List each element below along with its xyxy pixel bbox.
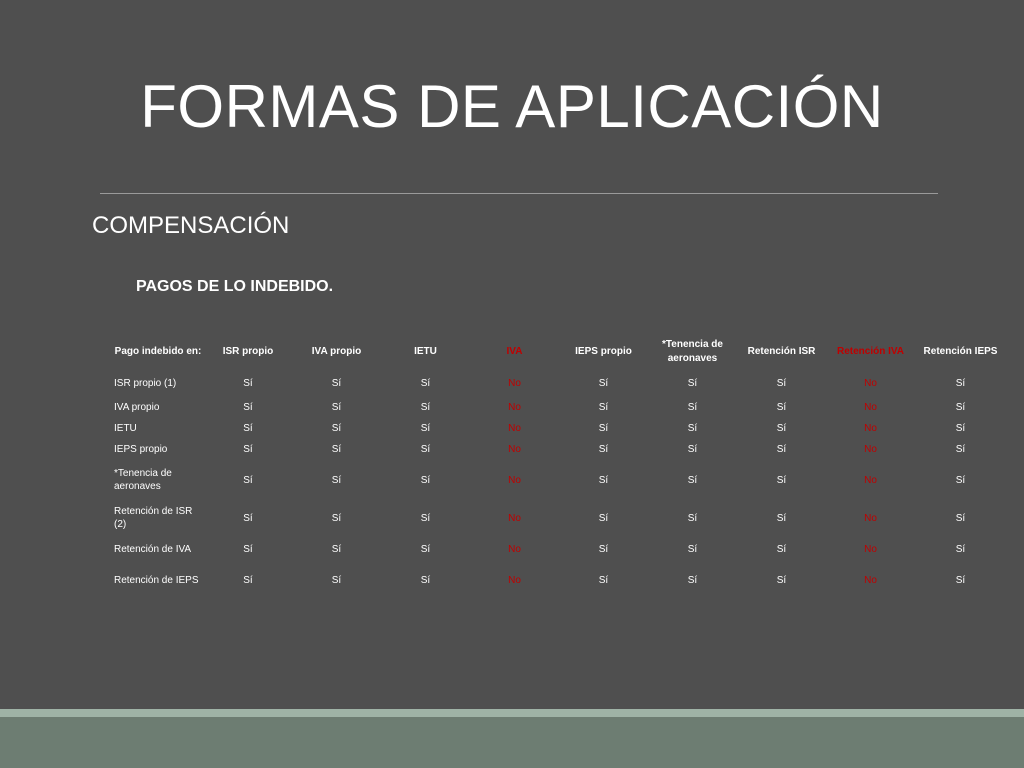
header-retencion-iva: Retención IVA [836,346,905,357]
row-label: Retención de ISR (2) [114,506,193,530]
table-cell: Sí [331,422,342,434]
table-cell: Sí [420,512,431,524]
table-cell: No [508,512,521,524]
row-label: Retención de IEPS [114,574,199,586]
table-row [106,537,1006,561]
header-retencion-ieps: Retención IEPS [923,346,998,357]
table-cell: Sí [331,401,342,413]
table-cell: No [508,474,521,486]
footer-band-light [0,709,1024,717]
slide-subtitle: COMPENSACIÓN [92,212,290,239]
table-row [106,419,1006,437]
table-cell: Sí [420,401,431,413]
table-cell: No [864,512,877,524]
table-cell: Sí [687,422,698,434]
table-cell: No [508,574,521,586]
table-cell: Sí [598,377,609,389]
slide-title: FORMAS DE APLICACIÓN [140,73,884,140]
footer-band-dark [0,717,1024,768]
table-cell: Sí [955,422,966,434]
table-row [106,395,1006,419]
header-pago-indebido: Pago indebido en: [114,346,202,357]
table-cell: Sí [776,543,787,555]
table-cell: Sí [598,574,609,586]
row-label: Retención de IVA [114,543,192,555]
table-cell: Sí [243,574,253,586]
table-row [106,437,1006,461]
table-cell: Sí [776,574,787,586]
table-cell: Sí [687,543,698,555]
row-label: IVA propio [114,401,160,413]
row-label: IETU [114,422,137,434]
table-row [106,461,1006,499]
table-cell: Sí [331,512,342,524]
header-ietu: IETU [414,346,437,357]
header-isr-propio: ISR propio [222,346,274,357]
table-cell: Sí [243,543,253,555]
table-cell: Sí [598,512,609,524]
table-cell: Sí [331,474,342,486]
table-cell: Sí [420,422,431,434]
title-divider [100,193,938,194]
table-cell: Sí [955,512,966,524]
table-cell: Sí [776,377,787,389]
table-cell: Sí [331,443,342,455]
table-cell: Sí [598,443,609,455]
table-cell: Sí [955,474,966,486]
table-cell: Sí [687,512,698,524]
row-label: ISR propio (1) [114,377,177,389]
table-cell: Sí [687,377,698,389]
table-cell: Sí [420,377,431,389]
table-cell: Sí [243,443,253,455]
table-cell: Sí [955,443,966,455]
table-cell: Sí [687,443,698,455]
table-cell: Sí [776,512,787,524]
header-retencion-isr: Retención ISR [747,346,816,357]
table-row [106,561,1006,599]
table-cell: No [864,474,877,486]
table-row [106,499,1006,537]
table-cell: Sí [687,401,698,413]
table-cell: No [864,422,877,434]
header-tenencia-aeronaves: *Tenencia de aeronaves [662,339,723,364]
table-cell: No [508,377,521,389]
table-cell: Sí [243,401,253,413]
table-cell: No [508,401,521,413]
table-cell: Sí [776,443,787,455]
table-cell: No [508,422,521,434]
table-cell: Sí [243,512,253,524]
table-cell: Sí [598,401,609,413]
table-cell: Sí [598,543,609,555]
table-cell: Sí [420,474,431,486]
table-cell: Sí [420,443,431,455]
table-cell: Sí [955,574,966,586]
table-cell: No [508,543,521,555]
table-cell: No [864,543,877,555]
table-cell: No [864,574,877,586]
table-cell: Sí [331,543,342,555]
table-cell: Sí [598,422,609,434]
table-cell: Sí [776,401,787,413]
table-cell: Sí [598,474,609,486]
table-cell: Sí [420,574,431,586]
table-cell: Sí [687,574,698,586]
table-cell: Sí [955,543,966,555]
table-cell: Sí [687,474,698,486]
table-cell: Sí [955,377,966,389]
header-iva: IVA [506,346,523,357]
table-cell: No [508,443,521,455]
table-cell: Sí [776,422,787,434]
table-cell: No [864,377,877,389]
table-cell: Sí [243,474,253,486]
table-cell: Sí [331,574,342,586]
compensation-table [106,333,1006,599]
table-cell: Sí [331,377,342,389]
table-row [106,371,1006,395]
section-heading: PAGOS DE LO INDEBIDO. [136,278,334,295]
row-label: IEPS propio [114,443,168,455]
table-cell: Sí [420,543,431,555]
table-cell: No [864,401,877,413]
table-cell: Sí [243,422,253,434]
row-label: *Tenencia de aeronaves [114,468,172,492]
table-cell: No [864,443,877,455]
table-header-row [106,333,1006,371]
table-cell: Sí [776,474,787,486]
header-ieps-propio: IEPS propio [575,346,632,357]
table-cell: Sí [243,377,253,389]
header-iva-propio: IVA propio [311,346,362,357]
table-cell: Sí [955,401,966,413]
